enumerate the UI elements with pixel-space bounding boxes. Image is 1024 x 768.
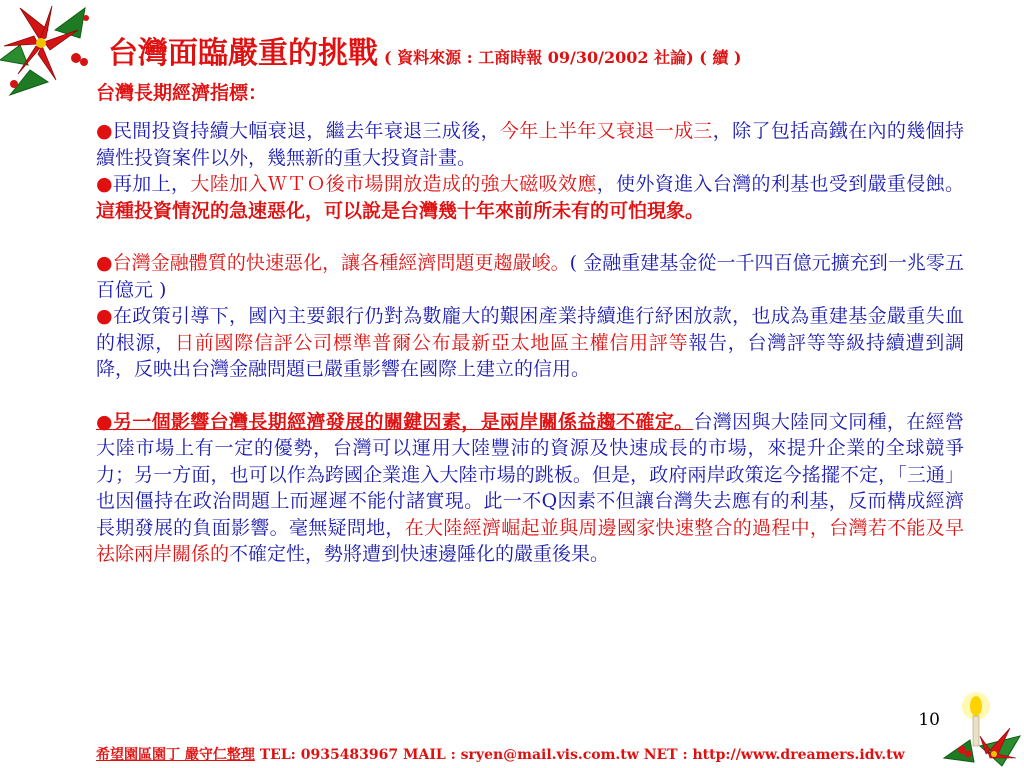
bullet-icon: ●	[96, 173, 113, 195]
candle-holly-icon	[940, 688, 1024, 768]
paragraph-bank-bailout: ●在政策引導下，國內主要銀行仍對為數龐大的艱困產業持續進行紓困放款，也成為重建基金嚴重失血的根源，日前國際信評公司標準普爾公布最新亞太地區主權信用評等報告，台灣評等等級持續遭到調降，反映出台灣金融問題已嚴重影響在國際上建立的信用。	[96, 305, 964, 380]
bullet-icon: ●	[96, 120, 113, 142]
title-source: ( 資料來源 : 工商時報 09/30/2002 社論) ( 續 )	[384, 48, 742, 67]
section-heading: 台灣長期經濟指標：	[96, 82, 268, 104]
poinsettia-holly-icon	[0, 0, 100, 110]
paragraph-magnet-effect: ●再加上，大陸加入ＷＴＯ後市場開放造成的強大磁吸效應，使外資進入台灣的利基也受到嚴重侵蝕。這種投資情況的急速惡化，可以說是台灣幾十年來前所未有的可怕現象。	[96, 173, 964, 222]
footer	[96, 744, 905, 764]
bullet-icon: ●	[96, 305, 113, 327]
title-main: 台灣面臨嚴重的挑戰	[108, 36, 378, 71]
slide-title	[108, 28, 988, 71]
footer-author: 希望園區園丁 嚴守仁整理	[96, 747, 255, 763]
bullet-icon: ●	[96, 410, 113, 433]
bullet-icon: ●	[96, 252, 113, 274]
paragraph-cross-strait: ●另一個影響台灣長期經濟發展的關鍵因素，是兩岸關係益趨不確定。台灣因與大陸同文同種，在經營大陸市場上有一定的優勢，台灣可以運用大陸豐沛的資源及快速成長的市場，來提升企業的全球競爭力；另一方面，也可以作為跨國企業進入大陸市場的跳板。但是，政府兩岸政策迄今搖擺不定，「三通」也因僵持在政治問題上而遲遲不能付諸實現。此一不Q因素不但讓台灣失去應有的利基，反而構成經濟長期發展的負面影響。毫無疑問地，在大陸經濟崛起並與周邊國家快速整合的過程中，台灣若不能及早祛除兩岸關係的不確定性，勢將遭到快速邊陲化的嚴重後果。	[96, 410, 964, 565]
paragraph-investment-decline: ●民間投資持續大幅衰退，繼去年衰退三成後，今年上半年又衰退一成三，除了包括高鐵在內的幾個持續性投資案件以外，幾無新的重大投資計畫。	[96, 120, 964, 169]
paragraph-financial-deterioration: ●台灣金融體質的快速惡化，讓各種經濟問題更趨嚴峻。( 金融重建基金從一千四百億元擴充到一兆零五百億元 )	[96, 252, 964, 301]
body-text	[96, 118, 964, 568]
page-number: 10	[918, 710, 940, 730]
footer-contact: TEL: 0935483967 MAIL : sryen@mail.vis.com.tw NET : http://www.dreamers.idv.tw	[254, 747, 905, 763]
